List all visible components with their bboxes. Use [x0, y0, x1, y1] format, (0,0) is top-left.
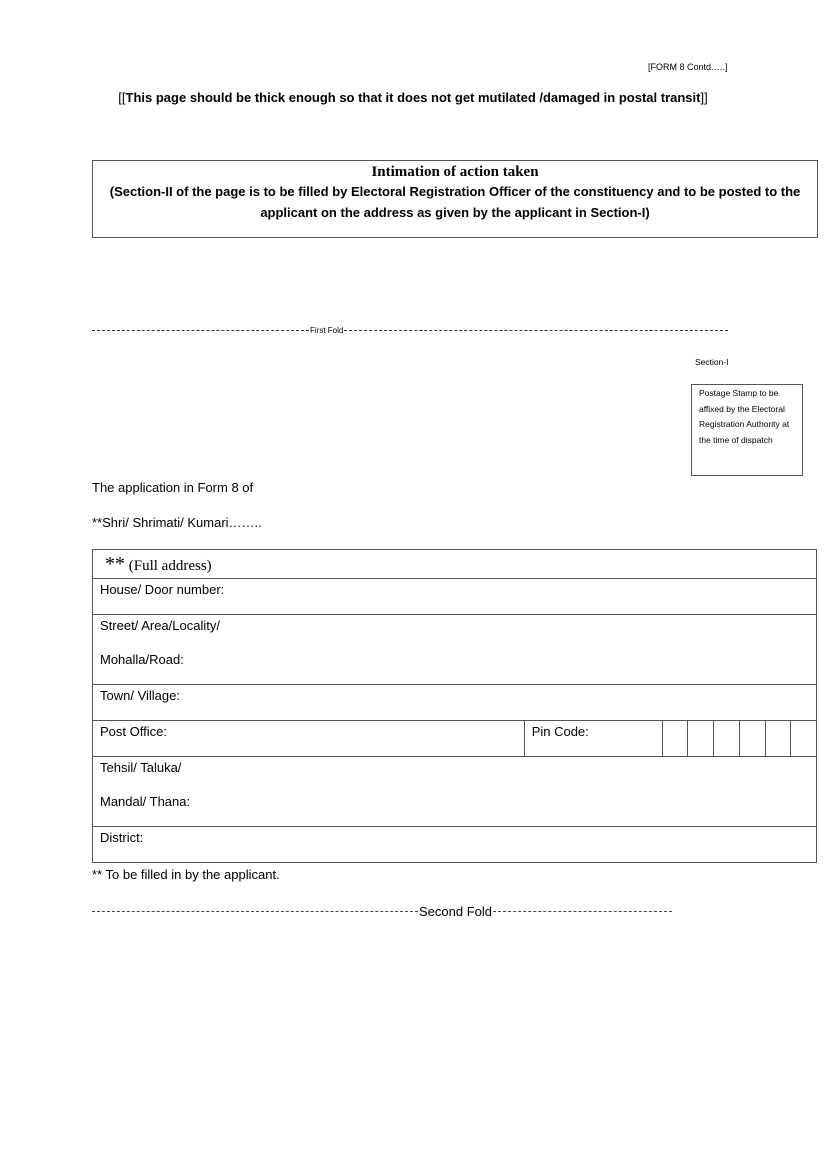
- intimation-title: Intimation of action taken: [371, 164, 539, 180]
- second-fold-line: [92, 904, 672, 919]
- second-fold-label: Second Fold: [419, 904, 492, 919]
- address-header-stars: **: [105, 552, 125, 575]
- pin-digit-box-3[interactable]: [714, 721, 740, 757]
- street-row: [93, 615, 817, 685]
- applicant-name-line[interactable]: **Shri/ Shrimati/ Kumari……..: [92, 515, 262, 530]
- pin-digit-box-6[interactable]: [791, 721, 817, 757]
- intimation-box: [92, 160, 818, 238]
- pin-digit-box-4[interactable]: [739, 721, 765, 757]
- section-label: Section-I: [695, 357, 729, 367]
- house-row: [93, 579, 817, 615]
- house-field[interactable]: [93, 579, 817, 615]
- fold-dash-right: [344, 330, 728, 331]
- town-field[interactable]: [93, 685, 817, 721]
- district-label: District:: [100, 830, 144, 845]
- intimation-subtitle: (Section-II of the page is to be filled by Electoral Registration Officer of the constituency and to be posted to the applicant on the address as given by the applicant in Section-I): [109, 184, 801, 220]
- fold2-dash-right: [493, 911, 672, 912]
- footnote: ** To be filled in by the applicant.: [92, 867, 280, 882]
- postage-stamp-box: Postage Stamp to be affixed by the Electoral Registration Authority at the time of dispatch: [691, 384, 803, 476]
- form-continuation-label: [FORM 8 Contd.….]: [648, 62, 728, 72]
- pin-digit-box-5[interactable]: [765, 721, 791, 757]
- note-close-bracket: ]]: [700, 90, 708, 105]
- post-office-field[interactable]: [93, 721, 525, 757]
- application-line: The application in Form 8 of: [92, 480, 254, 495]
- address-header: [93, 550, 817, 579]
- address-table: [92, 549, 817, 863]
- district-row: [93, 827, 817, 863]
- post-office-label: Post Office:: [100, 724, 167, 739]
- district-field[interactable]: [93, 827, 817, 863]
- note-text: This page should be thick enough so that it does not get mutilated /damaged in postal transit: [125, 90, 701, 105]
- note-open-bracket: [[: [118, 90, 126, 105]
- pin-code-label-cell: [524, 721, 662, 757]
- address-header-label: (Full address): [128, 557, 212, 574]
- town-row: [93, 685, 817, 721]
- town-label: Town/ Village:: [100, 688, 180, 703]
- pin-code-label: Pin Code:: [531, 724, 589, 739]
- first-fold-label: First Fold: [310, 326, 344, 335]
- first-fold-line: [92, 326, 728, 335]
- address-header-row: [93, 550, 817, 579]
- street-label-2: Mohalla/Road:: [100, 652, 184, 667]
- pin-digit-box-2[interactable]: [688, 721, 714, 757]
- tehsil-label-1: Tehsil/ Taluka/: [100, 760, 182, 775]
- postal-note: [0, 90, 826, 105]
- tehsil-row: [93, 757, 817, 827]
- tehsil-field[interactable]: [93, 757, 817, 827]
- fold-dash-left: [92, 330, 309, 331]
- tehsil-label-2: Mandal/ Thana:: [100, 794, 191, 809]
- street-label-1: Street/ Area/Locality/: [100, 618, 220, 633]
- house-label: House/ Door number:: [100, 582, 225, 597]
- street-field[interactable]: [93, 615, 817, 685]
- pin-digit-box-1[interactable]: [662, 721, 688, 757]
- fold2-dash-left: [92, 911, 418, 912]
- post-office-row: [93, 721, 817, 757]
